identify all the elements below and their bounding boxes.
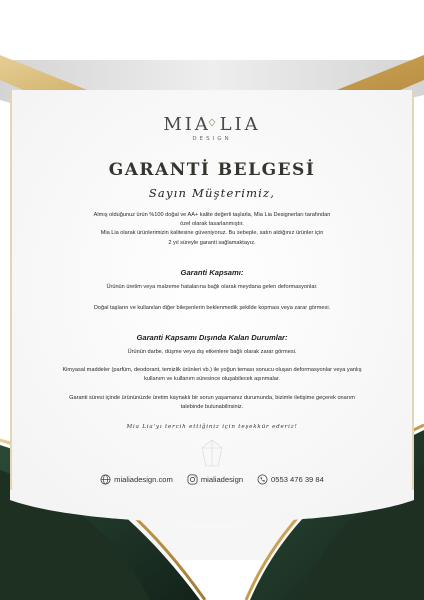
brand-logo bbox=[0, 114, 424, 142]
brand-name: MIA LIA bbox=[163, 114, 261, 135]
page-title: GARANTİ BELGESİ bbox=[108, 160, 316, 180]
coverage-item: Ürünün üretim veya malzeme hatalarına bağlı olarak meydana gelen deformasyonlar. bbox=[106, 284, 318, 290]
note-line: Garanti süresi içinde ürününüzde üretim kaynaklı bir sorun yaşamanız durumunda, bizimle iletişime geçerek onarım bbox=[69, 395, 355, 401]
coverage-heading: Garanti Kapsamı: bbox=[180, 268, 244, 277]
instagram-contact[interactable] bbox=[187, 474, 243, 485]
exclusion-item bbox=[22, 366, 402, 384]
exclusion-item: Ürünün darbe, düşme veya dış etkenlere bağlı olarak zarar görmesi. bbox=[127, 349, 297, 355]
instagram-text[interactable]: mialiadesign bbox=[200, 474, 244, 484]
coverage-item: Doğal taşların ve kullanılan diğer bileşenlerin beklenmedik şekilde kopması veya zarar görmesi. bbox=[93, 305, 331, 311]
intro-line: özel olarak tasarlanmıştır. bbox=[180, 221, 244, 228]
instagram-icon bbox=[187, 474, 198, 485]
intro-text bbox=[22, 211, 402, 248]
globe-icon bbox=[100, 474, 111, 485]
exclusions-heading: Garanti Kapsamı Dışında Kalan Durumlar: bbox=[136, 333, 288, 342]
note-line: talebinde bulunabilirsiniz. bbox=[180, 404, 244, 411]
website-contact[interactable] bbox=[100, 474, 173, 485]
intro-line: Mia Lia olarak ürünlerimizin kalitesine güveniyoruz. Bu sebeple, satın aldığınız ürünler için bbox=[100, 230, 324, 237]
exclusion-line: Kimyasal maddeler (parfüm, deodorant, temizlik ürünleri vb.) ile yoğun teması sonucu oluşan deformasyonlar veya yanlış bbox=[62, 367, 362, 373]
contact-bar bbox=[0, 472, 424, 486]
intro-line: Almış olduğunuz ürün %100 doğal ve AA+ kalite değerli taşlarla, Mia Lia Designerları tarafından bbox=[93, 212, 331, 218]
website-text[interactable]: mialiadesign.com bbox=[114, 474, 173, 484]
phone-icon bbox=[257, 474, 268, 485]
thank-you-message: Mia Lia'yı tercih ettiğiniz için teşekkür ederiz! bbox=[126, 424, 298, 430]
phone-text[interactable]: 0553 476 39 84 bbox=[271, 474, 324, 484]
exclusion-line: kullanım ve kullanım süresince oluşabilecek aşınmalar. bbox=[144, 376, 280, 383]
phone-contact[interactable] bbox=[257, 474, 324, 485]
intro-line: 2 yıl süreyle garanti sağlamaktayız. bbox=[168, 239, 256, 246]
greeting: Sayın Müşterimiz, bbox=[148, 186, 276, 200]
warranty-note bbox=[22, 394, 402, 412]
brand-subtitle: DESIGN bbox=[192, 136, 232, 142]
